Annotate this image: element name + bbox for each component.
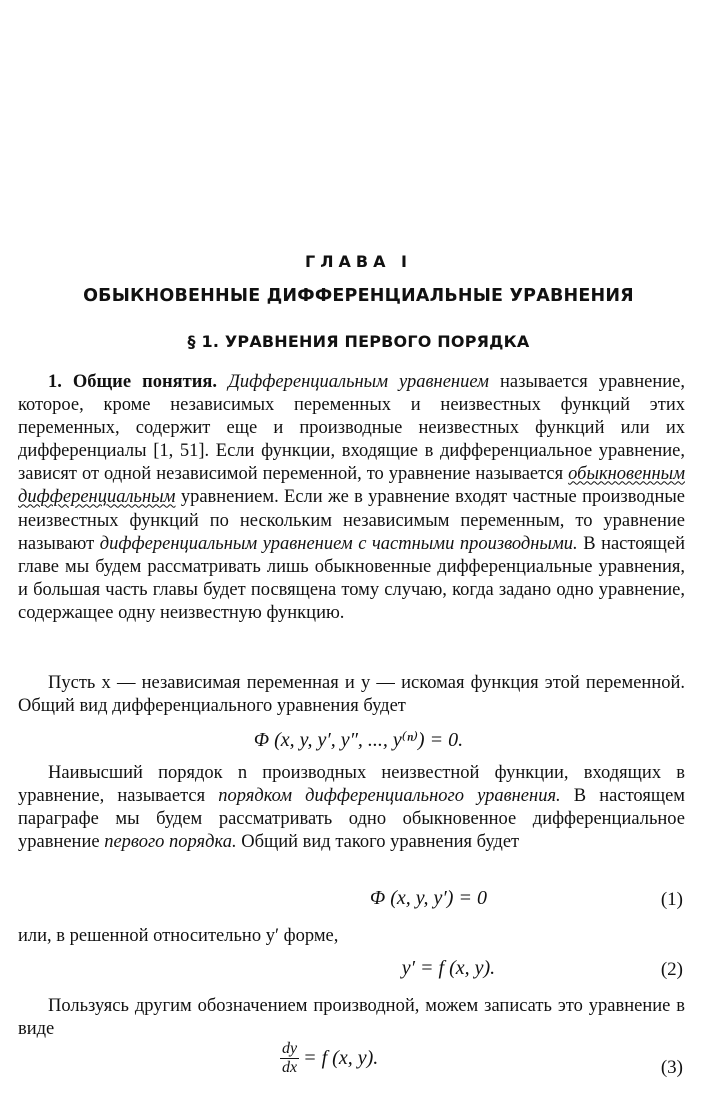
paragraph-general-concepts [18,371,685,625]
fraction-denominator: dx [282,1059,298,1076]
chapter-heading: ГЛАВА I [305,252,412,271]
term-differential-equation: Дифференциальным уравнением [228,372,489,392]
term-partial-differential: дифференциальным уравнением с частными производными. [99,533,578,554]
paragraph-text: Наивысший порядок n производных неизвестной функции, входящих в уравнение, называется [18,763,685,807]
section-title: § 1. УРАВНЕНИЯ ПЕРВОГО ПОРЯДКА [187,332,530,351]
paragraph-text: уравнением. Если же в уравнение входят частные производные неизвестных функций по нескольким независимым переменным, то уравнение называют [18,487,685,554]
formula-1: Φ (x, y, y′) = 0 [370,887,487,909]
fraction-numerator: dy [282,1040,298,1057]
paragraph-text: В настоящей главе мы будем рассматривать лишь обыкновенные дифференциальные уравнения, и большая часть главы будет посвящена тому случаю, когда задано одно уравнение, содержащее одну неизвестную функцию. [18,533,685,623]
paragraph-general-form [18,672,685,718]
chapter-title: ОБЫКНОВЕННЫЕ ДИФФЕРЕНЦИАЛЬНЫЕ УРАВНЕНИЯ [83,286,634,306]
formula-3 [280,1040,378,1077]
equation-number-2: (2) [660,959,683,980]
formula-rhs: = f (x, y). [303,1047,379,1069]
fraction-dy-dx [280,1040,299,1077]
formula-2: y′ = f (x, y). [401,957,496,979]
term-first-order: первого порядка. [104,832,237,853]
formula-general-ode: Φ (x, y, y′, y″, ..., y⁽ⁿ⁾) = 0. [253,729,464,751]
paragraph-other-notation [18,995,685,1041]
equation-number-3: (3) [660,1057,683,1078]
paragraph-text: Общий вид такого уравнения будет [236,832,520,853]
term-order: порядком дифференциального уравнения. [218,786,561,807]
paragraph-text: Пусть x — независимая переменная и y — искомая функция этой переменной. Общий вид дифференциального уравнения будет [18,673,685,717]
paragraph-solved-form [18,925,685,948]
paragraph-text: Пользуясь другим обозначением производной, можем записать это уравнение в виде [18,996,685,1040]
term-ordinary-differential: обыкновенным дифференциальным [18,464,685,508]
paragraph-order [18,762,685,854]
equation-number-1: (1) [660,889,683,910]
paragraph-text: В настоящем параграфе мы будем рассматривать одно обыкновенное дифференциальное уравнение [18,786,685,853]
paragraph-text: или, в решенной относительно y′ форме, [18,926,339,946]
subsection-lead: 1. Общие понятия. [48,372,218,392]
paragraph-text: называется уравнение, которое, кроме независимых переменных и неизвестных функций этих переменных, содержит еще и производные неизвестных функций или их дифференциалы [1, 51]. Если функции, входящие в дифференциальное уравнение, зависят от одной независимой переменной, то уравнение называется [18,372,685,485]
